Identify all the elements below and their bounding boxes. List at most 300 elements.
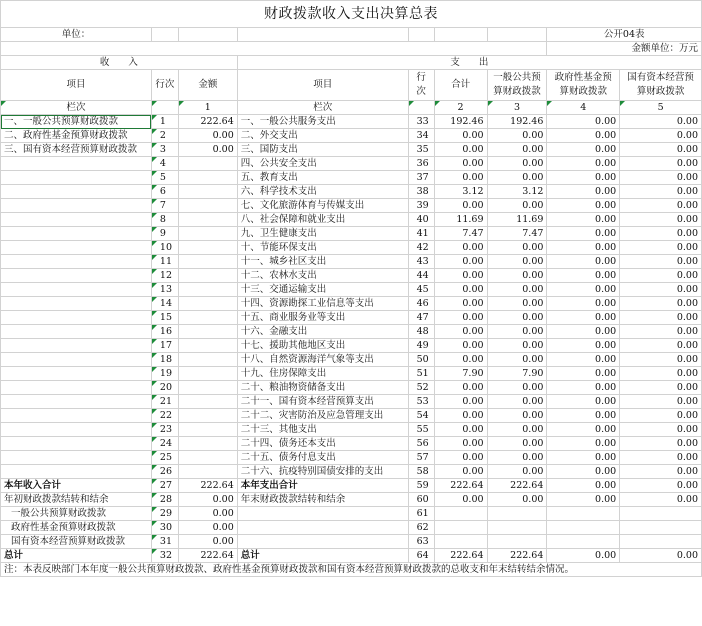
- expense-item[interactable]: 三、国防支出: [237, 143, 408, 157]
- expense-gov-fund[interactable]: 0.00: [547, 409, 620, 423]
- income-row-no[interactable]: 24: [151, 437, 178, 451]
- income-item[interactable]: [1, 437, 152, 451]
- expense-state-capital[interactable]: [620, 507, 702, 521]
- income-row-no[interactable]: 25: [151, 451, 178, 465]
- expense-general-budget[interactable]: 0.00: [487, 423, 547, 437]
- income-row-no[interactable]: 12: [151, 269, 178, 283]
- income-row-no[interactable]: 14: [151, 297, 178, 311]
- income-row-no[interactable]: 26: [151, 465, 178, 479]
- expense-general-budget[interactable]: 0.00: [487, 199, 547, 213]
- income-item[interactable]: 年初财政拨款结转和结余: [1, 493, 152, 507]
- income-row-no[interactable]: 17: [151, 339, 178, 353]
- income-item[interactable]: [1, 367, 152, 381]
- unit-label[interactable]: 单位：: [1, 28, 152, 42]
- income-amount[interactable]: [178, 465, 237, 479]
- expense-general-budget[interactable]: 0.00: [487, 353, 547, 367]
- income-item[interactable]: [1, 213, 152, 227]
- expense-item[interactable]: 十七、援助其他地区支出: [237, 339, 408, 353]
- expense-state-capital[interactable]: 0.00: [620, 409, 702, 423]
- col-index-5[interactable]: 5: [620, 101, 702, 115]
- expense-total[interactable]: 7.90: [434, 367, 487, 381]
- expense-item[interactable]: [237, 535, 408, 549]
- expense-total[interactable]: 0.00: [434, 339, 487, 353]
- expense-general-budget[interactable]: [487, 521, 547, 535]
- expense-total[interactable]: 0.00: [434, 297, 487, 311]
- income-item[interactable]: [1, 423, 152, 437]
- income-row-no[interactable]: 28: [151, 493, 178, 507]
- expense-item[interactable]: 十一、城乡社区支出: [237, 255, 408, 269]
- expense-state-capital[interactable]: 0.00: [620, 325, 702, 339]
- expense-state-capital[interactable]: 0.00: [620, 227, 702, 241]
- expense-state-capital[interactable]: 0.00: [620, 185, 702, 199]
- expense-total[interactable]: 0.00: [434, 395, 487, 409]
- income-item[interactable]: [1, 171, 152, 185]
- income-amount[interactable]: [178, 255, 237, 269]
- expense-gov-fund[interactable]: 0.00: [547, 493, 620, 507]
- expense-state-capital[interactable]: 0.00: [620, 353, 702, 367]
- income-item[interactable]: 国有资本经营预算财政拨款: [1, 535, 152, 549]
- expense-general-budget[interactable]: [487, 535, 547, 549]
- income-row-no[interactable]: 13: [151, 283, 178, 297]
- income-amount[interactable]: [178, 213, 237, 227]
- expense-total[interactable]: 192.46: [434, 115, 487, 129]
- expense-row-no[interactable]: 54: [408, 409, 434, 423]
- expense-item[interactable]: 二十二、灾害防治及应急管理支出: [237, 409, 408, 423]
- expense-general-budget[interactable]: 0.00: [487, 493, 547, 507]
- expense-item[interactable]: 二十一、国有资本经营预算支出: [237, 395, 408, 409]
- income-amount[interactable]: [178, 353, 237, 367]
- expense-state-capital[interactable]: 0.00: [620, 339, 702, 353]
- income-row-no[interactable]: 7: [151, 199, 178, 213]
- income-row-no[interactable]: 32: [151, 549, 178, 563]
- income-amount[interactable]: [178, 381, 237, 395]
- expense-row-no[interactable]: 61: [408, 507, 434, 521]
- expense-row-no[interactable]: 37: [408, 171, 434, 185]
- header-expense-item[interactable]: 项目: [237, 70, 408, 101]
- income-amount[interactable]: [178, 241, 237, 255]
- cell[interactable]: [237, 28, 408, 42]
- expense-total[interactable]: 222.64: [434, 549, 487, 563]
- expense-item[interactable]: 年末财政拨款结转和结余: [237, 493, 408, 507]
- income-amount[interactable]: 0.00: [178, 129, 237, 143]
- expense-general-budget[interactable]: [487, 507, 547, 521]
- expense-gov-fund[interactable]: 0.00: [547, 157, 620, 171]
- expense-gov-fund[interactable]: [547, 507, 620, 521]
- expense-state-capital[interactable]: 0.00: [620, 451, 702, 465]
- expense-row-no[interactable]: 59: [408, 479, 434, 493]
- expense-general-budget[interactable]: 11.69: [487, 213, 547, 227]
- income-row-no[interactable]: 9: [151, 227, 178, 241]
- expense-state-capital[interactable]: 0.00: [620, 479, 702, 493]
- income-item[interactable]: [1, 227, 152, 241]
- expense-total[interactable]: 7.47: [434, 227, 487, 241]
- expense-gov-fund[interactable]: 0.00: [547, 381, 620, 395]
- expense-item[interactable]: 二十三、其他支出: [237, 423, 408, 437]
- income-row-no[interactable]: 10: [151, 241, 178, 255]
- expense-row-no[interactable]: 50: [408, 353, 434, 367]
- income-row-no[interactable]: 8: [151, 213, 178, 227]
- expense-item[interactable]: 二、外交支出: [237, 129, 408, 143]
- income-item[interactable]: [1, 325, 152, 339]
- income-amount[interactable]: [178, 283, 237, 297]
- expense-gov-fund[interactable]: [547, 521, 620, 535]
- expense-row-no[interactable]: 43: [408, 255, 434, 269]
- expense-item[interactable]: 二十、粮油物资储备支出: [237, 381, 408, 395]
- income-row-no[interactable]: 6: [151, 185, 178, 199]
- income-item[interactable]: [1, 297, 152, 311]
- expense-state-capital[interactable]: 0.00: [620, 171, 702, 185]
- expense-row-no[interactable]: 39: [408, 199, 434, 213]
- income-item[interactable]: [1, 409, 152, 423]
- expense-state-capital[interactable]: 0.00: [620, 115, 702, 129]
- expense-state-capital[interactable]: 0.00: [620, 367, 702, 381]
- expense-state-capital[interactable]: 0.00: [620, 241, 702, 255]
- expense-gov-fund[interactable]: 0.00: [547, 143, 620, 157]
- expense-gov-fund[interactable]: 0.00: [547, 437, 620, 451]
- income-amount[interactable]: [178, 437, 237, 451]
- cell[interactable]: [178, 28, 237, 42]
- expense-gov-fund[interactable]: 0.00: [547, 255, 620, 269]
- cell[interactable]: [1, 42, 547, 56]
- income-amount[interactable]: [178, 171, 237, 185]
- expense-item[interactable]: 八、社会保障和就业支出: [237, 213, 408, 227]
- expense-item[interactable]: 一、一般公共服务支出: [237, 115, 408, 129]
- income-row-no[interactable]: 27: [151, 479, 178, 493]
- expense-row-no[interactable]: 38: [408, 185, 434, 199]
- expense-gov-fund[interactable]: 0.00: [547, 311, 620, 325]
- expense-total[interactable]: [434, 535, 487, 549]
- expense-total[interactable]: [434, 521, 487, 535]
- expense-row-no[interactable]: 57: [408, 451, 434, 465]
- expense-item[interactable]: 十四、资源勘探工业信息等支出: [237, 297, 408, 311]
- income-row-no[interactable]: 4: [151, 157, 178, 171]
- expense-general-budget[interactable]: 0.00: [487, 157, 547, 171]
- expense-item[interactable]: 二十六、抗疫特别国债安排的支出: [237, 465, 408, 479]
- expense-item[interactable]: 十三、交通运输支出: [237, 283, 408, 297]
- expense-row-no[interactable]: 45: [408, 283, 434, 297]
- income-section-header[interactable]: 收 入: [1, 56, 238, 70]
- expense-gov-fund[interactable]: 0.00: [547, 241, 620, 255]
- expense-gov-fund[interactable]: 0.00: [547, 297, 620, 311]
- expense-total[interactable]: [434, 507, 487, 521]
- income-item[interactable]: 二、政府性基金预算财政拨款: [1, 129, 152, 143]
- income-row-no[interactable]: 5: [151, 171, 178, 185]
- expense-gov-fund[interactable]: 0.00: [547, 465, 620, 479]
- expense-state-capital[interactable]: 0.00: [620, 129, 702, 143]
- income-row-no[interactable]: 31: [151, 535, 178, 549]
- expense-row-no[interactable]: 41: [408, 227, 434, 241]
- income-amount[interactable]: [178, 297, 237, 311]
- expense-row-no[interactable]: 44: [408, 269, 434, 283]
- col-index-3[interactable]: 3: [487, 101, 547, 115]
- income-amount[interactable]: 0.00: [178, 507, 237, 521]
- expense-row-no[interactable]: 42: [408, 241, 434, 255]
- header-expense-row-no[interactable]: 行次: [408, 70, 434, 101]
- expense-row-no[interactable]: 35: [408, 143, 434, 157]
- income-amount[interactable]: [178, 311, 237, 325]
- expense-total[interactable]: 0.00: [434, 157, 487, 171]
- col-index-2[interactable]: 2: [434, 101, 487, 115]
- expense-gov-fund[interactable]: 0.00: [547, 451, 620, 465]
- expense-item[interactable]: 总计: [237, 549, 408, 563]
- expense-item[interactable]: 五、教育支出: [237, 171, 408, 185]
- header-total[interactable]: 合计: [434, 70, 487, 101]
- expense-item[interactable]: 十二、农林水支出: [237, 269, 408, 283]
- income-amount[interactable]: [178, 325, 237, 339]
- expense-item[interactable]: [237, 521, 408, 535]
- col-index-1[interactable]: 1: [178, 101, 237, 115]
- header-state-capital[interactable]: 国有资本经营预算财政拨款: [620, 70, 702, 101]
- expense-gov-fund[interactable]: 0.00: [547, 129, 620, 143]
- expense-row-no[interactable]: 60: [408, 493, 434, 507]
- expense-state-capital[interactable]: 0.00: [620, 213, 702, 227]
- expense-total[interactable]: 0.00: [434, 465, 487, 479]
- expense-general-budget[interactable]: 0.00: [487, 297, 547, 311]
- expense-total[interactable]: 0.00: [434, 381, 487, 395]
- income-amount[interactable]: 222.64: [178, 115, 237, 129]
- income-amount[interactable]: [178, 423, 237, 437]
- cell[interactable]: [408, 101, 434, 115]
- income-amount[interactable]: 0.00: [178, 535, 237, 549]
- income-row-no[interactable]: 22: [151, 409, 178, 423]
- expense-general-budget[interactable]: 0.00: [487, 437, 547, 451]
- income-item[interactable]: 一、一般公共预算财政拨款: [1, 115, 152, 129]
- expense-general-budget[interactable]: 0.00: [487, 269, 547, 283]
- expense-total[interactable]: 0.00: [434, 451, 487, 465]
- income-item[interactable]: [1, 283, 152, 297]
- cell[interactable]: [151, 101, 178, 115]
- income-item[interactable]: [1, 311, 152, 325]
- expense-section-header[interactable]: 支 出: [237, 56, 701, 70]
- expense-item[interactable]: 十五、商业服务业等支出: [237, 311, 408, 325]
- expense-row-no[interactable]: 49: [408, 339, 434, 353]
- income-row-no[interactable]: 3: [151, 143, 178, 157]
- expense-general-budget[interactable]: 0.00: [487, 283, 547, 297]
- expense-item[interactable]: 十九、住房保障支出: [237, 367, 408, 381]
- expense-state-capital[interactable]: 0.00: [620, 157, 702, 171]
- expense-row-no[interactable]: 55: [408, 423, 434, 437]
- income-row-no[interactable]: 15: [151, 311, 178, 325]
- cell[interactable]: [408, 28, 434, 42]
- expense-state-capital[interactable]: 0.00: [620, 143, 702, 157]
- expense-total[interactable]: 0.00: [434, 493, 487, 507]
- amount-unit[interactable]: 金额单位：万元: [547, 42, 702, 56]
- income-item[interactable]: [1, 381, 152, 395]
- expense-item[interactable]: 二十五、债务付息支出: [237, 451, 408, 465]
- expense-total[interactable]: 0.00: [434, 423, 487, 437]
- expense-general-budget[interactable]: 0.00: [487, 395, 547, 409]
- expense-row-no[interactable]: 46: [408, 297, 434, 311]
- expense-gov-fund[interactable]: 0.00: [547, 199, 620, 213]
- expense-item[interactable]: 二十四、债务还本支出: [237, 437, 408, 451]
- expense-general-budget[interactable]: 0.00: [487, 339, 547, 353]
- income-amount[interactable]: [178, 395, 237, 409]
- expense-state-capital[interactable]: 0.00: [620, 297, 702, 311]
- expense-total[interactable]: 0.00: [434, 129, 487, 143]
- expense-total[interactable]: 0.00: [434, 255, 487, 269]
- income-item[interactable]: [1, 255, 152, 269]
- expense-row-no[interactable]: 64: [408, 549, 434, 563]
- expense-total[interactable]: 0.00: [434, 325, 487, 339]
- income-row-no[interactable]: 2: [151, 129, 178, 143]
- expense-gov-fund[interactable]: 0.00: [547, 549, 620, 563]
- income-row-no[interactable]: 19: [151, 367, 178, 381]
- expense-item[interactable]: 七、文化旅游体育与传媒支出: [237, 199, 408, 213]
- expense-item[interactable]: 四、公共安全支出: [237, 157, 408, 171]
- income-item[interactable]: 三、国有资本经营预算财政拨款: [1, 143, 152, 157]
- income-amount[interactable]: [178, 185, 237, 199]
- expense-gov-fund[interactable]: 0.00: [547, 339, 620, 353]
- income-item[interactable]: [1, 465, 152, 479]
- income-amount[interactable]: [178, 409, 237, 423]
- income-amount[interactable]: 222.64: [178, 479, 237, 493]
- expense-gov-fund[interactable]: 0.00: [547, 115, 620, 129]
- income-row-no[interactable]: 16: [151, 325, 178, 339]
- expense-state-capital[interactable]: 0.00: [620, 311, 702, 325]
- expense-general-budget[interactable]: 0.00: [487, 311, 547, 325]
- expense-row-no[interactable]: 63: [408, 535, 434, 549]
- income-row-no[interactable]: 20: [151, 381, 178, 395]
- expense-gov-fund[interactable]: 0.00: [547, 283, 620, 297]
- expense-row-no[interactable]: 58: [408, 465, 434, 479]
- header-income-item[interactable]: 项目: [1, 70, 152, 101]
- income-item[interactable]: [1, 395, 152, 409]
- header-income-amount[interactable]: 金额: [178, 70, 237, 101]
- expense-general-budget[interactable]: 0.00: [487, 143, 547, 157]
- expense-general-budget[interactable]: 0.00: [487, 451, 547, 465]
- expense-row-no[interactable]: 53: [408, 395, 434, 409]
- expense-total[interactable]: 0.00: [434, 311, 487, 325]
- expense-general-budget[interactable]: 7.47: [487, 227, 547, 241]
- expense-gov-fund[interactable]: 0.00: [547, 269, 620, 283]
- income-item[interactable]: [1, 353, 152, 367]
- expense-row-no[interactable]: 34: [408, 129, 434, 143]
- expense-general-budget[interactable]: 222.64: [487, 549, 547, 563]
- income-amount[interactable]: [178, 157, 237, 171]
- income-item[interactable]: [1, 339, 152, 353]
- expense-item[interactable]: [237, 507, 408, 521]
- income-amount[interactable]: 0.00: [178, 493, 237, 507]
- expense-gov-fund[interactable]: 0.00: [547, 213, 620, 227]
- expense-general-budget[interactable]: 0.00: [487, 409, 547, 423]
- cell[interactable]: [434, 28, 487, 42]
- expense-gov-fund[interactable]: 0.00: [547, 423, 620, 437]
- expense-general-budget[interactable]: 3.12: [487, 185, 547, 199]
- expense-general-budget[interactable]: 222.64: [487, 479, 547, 493]
- expense-total[interactable]: 3.12: [434, 185, 487, 199]
- income-row-no[interactable]: 1: [151, 115, 178, 129]
- expense-row-no[interactable]: 62: [408, 521, 434, 535]
- expense-state-capital[interactable]: 0.00: [620, 381, 702, 395]
- expense-gov-fund[interactable]: 0.00: [547, 367, 620, 381]
- expense-item[interactable]: 本年支出合计: [237, 479, 408, 493]
- expense-row-no[interactable]: 51: [408, 367, 434, 381]
- expense-total[interactable]: 0.00: [434, 199, 487, 213]
- income-amount[interactable]: 222.64: [178, 549, 237, 563]
- expense-gov-fund[interactable]: 0.00: [547, 395, 620, 409]
- expense-general-budget[interactable]: 192.46: [487, 115, 547, 129]
- expense-item[interactable]: 十八、自然资源海洋气象等支出: [237, 353, 408, 367]
- expense-state-capital[interactable]: 0.00: [620, 437, 702, 451]
- income-item[interactable]: [1, 199, 152, 213]
- expense-state-capital[interactable]: 0.00: [620, 493, 702, 507]
- income-item[interactable]: [1, 269, 152, 283]
- expense-state-capital[interactable]: 0.00: [620, 423, 702, 437]
- expense-state-capital[interactable]: 0.00: [620, 395, 702, 409]
- income-row-no[interactable]: 29: [151, 507, 178, 521]
- expense-general-budget[interactable]: 0.00: [487, 241, 547, 255]
- income-item[interactable]: 总计: [1, 549, 152, 563]
- header-income-row-no[interactable]: 行次: [151, 70, 178, 101]
- expense-row-no[interactable]: 48: [408, 325, 434, 339]
- expense-state-capital[interactable]: [620, 535, 702, 549]
- expense-gov-fund[interactable]: 0.00: [547, 227, 620, 241]
- expense-gov-fund[interactable]: 0.00: [547, 185, 620, 199]
- income-item[interactable]: [1, 185, 152, 199]
- expense-total[interactable]: 222.64: [434, 479, 487, 493]
- income-row-no[interactable]: 11: [151, 255, 178, 269]
- expense-state-capital[interactable]: 0.00: [620, 549, 702, 563]
- expense-row-no[interactable]: 33: [408, 115, 434, 129]
- income-amount[interactable]: 0.00: [178, 521, 237, 535]
- expense-general-budget[interactable]: 0.00: [487, 129, 547, 143]
- income-row-no[interactable]: 23: [151, 423, 178, 437]
- expense-row-no[interactable]: 40: [408, 213, 434, 227]
- header-general-budget[interactable]: 一般公共预算财政拨款: [487, 70, 547, 101]
- expense-row-no[interactable]: 47: [408, 311, 434, 325]
- income-item[interactable]: 本年收入合计: [1, 479, 152, 493]
- income-row-no[interactable]: 21: [151, 395, 178, 409]
- income-amount[interactable]: [178, 269, 237, 283]
- expense-state-capital[interactable]: [620, 521, 702, 535]
- income-item[interactable]: [1, 241, 152, 255]
- expense-row-no[interactable]: 36: [408, 157, 434, 171]
- income-row-no[interactable]: 30: [151, 521, 178, 535]
- income-amount[interactable]: [178, 199, 237, 213]
- cell[interactable]: [151, 28, 178, 42]
- income-amount[interactable]: [178, 339, 237, 353]
- footnote[interactable]: 注：本表反映部门本年度一般公共预算财政拨款、政府性基金预算财政拨款和国有资本经营预算财政拨款的总收支和年末结转结余情况。: [1, 563, 702, 577]
- expense-general-budget[interactable]: 0.00: [487, 381, 547, 395]
- expense-state-capital[interactable]: 0.00: [620, 199, 702, 213]
- income-amount[interactable]: [178, 451, 237, 465]
- expense-general-budget[interactable]: 0.00: [487, 171, 547, 185]
- expense-total[interactable]: 0.00: [434, 437, 487, 451]
- expense-item[interactable]: 十六、金融支出: [237, 325, 408, 339]
- expense-general-budget[interactable]: 0.00: [487, 325, 547, 339]
- expense-state-capital[interactable]: 0.00: [620, 465, 702, 479]
- expense-state-capital[interactable]: 0.00: [620, 283, 702, 297]
- expense-gov-fund[interactable]: [547, 535, 620, 549]
- header-gov-fund[interactable]: 政府性基金预算财政拨款: [547, 70, 620, 101]
- col-index-4[interactable]: 4: [547, 101, 620, 115]
- cell[interactable]: [487, 28, 547, 42]
- income-item[interactable]: [1, 451, 152, 465]
- expense-total[interactable]: 0.00: [434, 143, 487, 157]
- expense-item[interactable]: 十、节能环保支出: [237, 241, 408, 255]
- income-amount[interactable]: [178, 367, 237, 381]
- expense-item[interactable]: 九、卫生健康支出: [237, 227, 408, 241]
- income-item[interactable]: 政府性基金预算财政拨款: [1, 521, 152, 535]
- expense-total[interactable]: 0.00: [434, 269, 487, 283]
- expense-row-no[interactable]: 56: [408, 437, 434, 451]
- expense-total[interactable]: 11.69: [434, 213, 487, 227]
- income-amount[interactable]: 0.00: [178, 143, 237, 157]
- expense-gov-fund[interactable]: 0.00: [547, 171, 620, 185]
- expense-gov-fund[interactable]: 0.00: [547, 479, 620, 493]
- expense-gov-fund[interactable]: 0.00: [547, 353, 620, 367]
- col-label-income[interactable]: 栏次: [1, 101, 152, 115]
